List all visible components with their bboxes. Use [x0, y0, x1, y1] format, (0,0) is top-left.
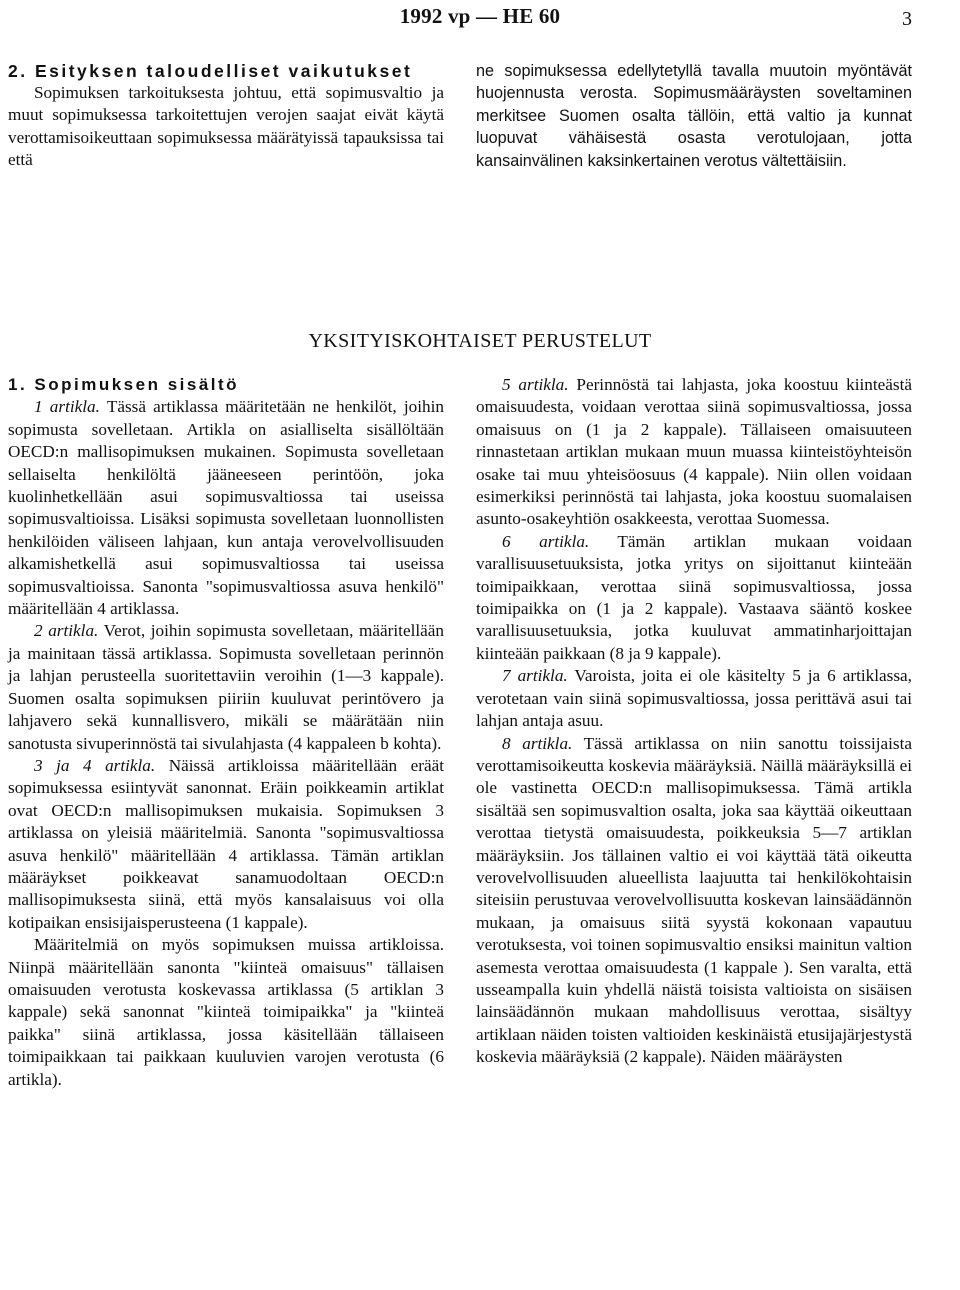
paragraph: ne sopimuksessa edellytetyllä tavalla muutoin myöntävät huojennusta verosta. Sopimusmääräysten soveltaminen merkitsee Suomen osalta tällöin, että valtio ja kunnat luopuvat vähäisestä osasta verotulojaan, jotta kansainvälinen kaksinkertainen verotus vältettäisiin.	[476, 62, 912, 170]
running-header-title: 1992 vp — HE 60	[399, 4, 561, 28]
article-text: Varoista, joita ei ole käsitelty 5 ja 6 artiklassa, verotetaan vain siinä sopimusvaltiossa, jossa perittävä asui tai lahjan antaja asuu.	[476, 666, 912, 731]
paragraph-article-7	[476, 665, 912, 732]
article-label: 8 artikla.	[502, 733, 573, 753]
article-text: Tässä artiklassa on niin sanottu toissijaista verottamisoikeutta koskevia määräyksiä. Näillä määräyksillä ei ole vastinetta OECD:n mallisopimuksessa. Tämä artikla sisältää sen sopimusvaltion osalta, joka saa käyttää oikeuttaan verottaa tietystä omaisuudesta, poikkeuksia 5—7 artiklan määräyksiin. Jos tällainen valtio ei voi käyttää tätä oikeutta verovelvollisuuden alueellista laajuutta tai henkilökohtaisin siteisiin perustuvaa verovelvollisuutta koskevan lainsäädännön mukaan, ja omaisuus siitä syystä kokonaan vapautuu verotuksesta, voi toinen sopimusvaltio ensiksi mainitun valtion asemesta verottaa omaisuudesta (1 kappale ). Sen varalta, että usseampalla kuin yhdellä näistä toisista valtioista on sisäisen lainsäädännön mukaan mahdollisuus verottaa, sisältyy artiklaan näiden toisten valtioiden keskinäistä etusijajärjestystä koskevia määräyksiä (2 kappale). Näiden määräysten	[476, 733, 912, 1067]
paragraph-definitions	[8, 934, 444, 1091]
article-text: Perinnöstä tai lahjasta, joka koostuu kiinteästä omaisuudesta, voidaan verottaa siinä sopimusvaltiossa, jossa omaisuus on (1 ja 2 kappale). Tällaiseen omaisuuteen rinnastetaan artiklan mukaan muun muassa kiinteistöyhteisön osake tai muu yhteisöosuus (4 kappale). Niin ollen voidaan esimerkiksi perinnöstä tai lahjasta, joka koostuu suomalaisen asunto-osakeyhtiön osakkeesta, verottaa Suomessa.	[476, 375, 912, 529]
article-text: Määritelmiä on myös sopimuksen muissa artikloissa. Niinpä määritellään sanonta "kiinteä omaisuus" tällaisen omaisuuden verotusta koskevassa artiklassa (5 artiklan 3 kappale) sekä sanonnat "kiinteä toimipaikka" ja "kiinteä paikka" siinä artiklassa, jossa käsitellään tällaiseen toimipaikkaan tai paikkaan kuuluvien varojen verotusta (6 artikla).	[8, 935, 444, 1089]
article-text: Tämän artiklan mukaan voidaan varallisuusetuuksista, jotka yritys on sijoittanut kiinteään toimipaikkaan, verottaa siinä sopimusvaltiossa, jossa toimipaikka on (1 ja 2 kappale). Vastaava sääntö koskee varallisuusetuuksia, jotka kuuluvat ammatinharjoittajan kiinteään paikkaan (8 ja 9 kappale).	[476, 531, 912, 663]
section-heading-contents: 1. Sopimuksen sisältö	[8, 375, 240, 394]
paragraph-article-1	[8, 396, 444, 620]
article-label: 6 artikla.	[502, 531, 590, 551]
right-column	[476, 374, 912, 1069]
article-label: 1 artikla.	[34, 397, 100, 417]
paragraph-article-2	[8, 620, 444, 754]
article-label: 2 artikla.	[34, 621, 99, 641]
article-label: 3 ja 4 artikla.	[34, 755, 156, 775]
top-left-column	[8, 60, 444, 172]
article-text: Tässä artiklassa määritetään ne henkilöt, joihin sopimusta sovelletaan. Artikla on asialliselta sisällöltään OECD:n mallisopimuksen mukainen. Sopimusta sovelletaan sellaiselta henkilöltä jääneeseen perintöön, joka kuolinhetkellään asui sopimusvaltiossa tai useissa sopimusvaltioissa. Lisäksi sopimusta sovelletaan luonnollisten henkilöiden väliseen lahjaan, kun antaja verovelvollisuuden alkamishetkellä asui sopimusvaltiossa tai useissa sopimusvaltioissa. Sanonta "sopimusvaltiossa asuva henkilö" määritellään 4 artiklassa.	[8, 397, 444, 619]
article-label: 5 artikla.	[502, 375, 569, 394]
top-right-column	[476, 60, 912, 172]
left-column	[8, 374, 444, 1091]
section-heading-economic-effects: 2. Esityksen taloudelliset vaikutukset	[8, 61, 413, 81]
article-text: Verot, joihin sopimusta sovelletaan, määritellään ja mainitaan tässä artiklassa. Sopimusta sovelletaan perinnön ja lahjan perusteella suoritettaviin veroihin (1—3 kappale). Suomen osalta sopimuksen piiriin kuuluvat perintövero ja lahjavero sekä kunnallisvero, mikäli se määrätään niin sanotusta sivuperinnöstä tai sivulahjasta (4 kappaleen b kohta).	[8, 621, 444, 753]
paragraph-article-8	[476, 733, 912, 1069]
paragraph-article-3-4	[8, 755, 444, 934]
centered-heading: YKSITYISKOHTAISET PERUSTELUT	[308, 330, 652, 352]
paragraph-article-5	[476, 374, 912, 531]
article-label: 7 artikla.	[502, 666, 568, 686]
page-number: 3	[902, 8, 912, 30]
article-text: Näissä artikloissa määritellään eräät sopimuksessa esiintyvät sanonnat. Eräin poikkeamin artiklat ovat OECD:n mallisopimuksen mukaisia. Sopimuksen 3 artiklassa on yleisiä määritelmiä. Sanonta "sopimusvaltiossa asuva henkilö" määritellään 4 artiklassa. Tämän artiklan määräykset poikkeavat sanamuodoltaan OECD:n mallisopimuksesta siinä, että myös kansalaisuus voi olla kotipaikan ensisijaisperusteena (1 kappale).	[8, 755, 444, 932]
paragraph: Sopimuksen tarkoituksesta johtuu, että sopimusvaltio ja muut sopimuksessa tarkoitettujen verojen saajat eivät käytä verottamisoikeuttaan sopimuksessa määrätyissä tapauksissa tai että	[8, 83, 444, 170]
paragraph-article-6	[476, 531, 912, 665]
